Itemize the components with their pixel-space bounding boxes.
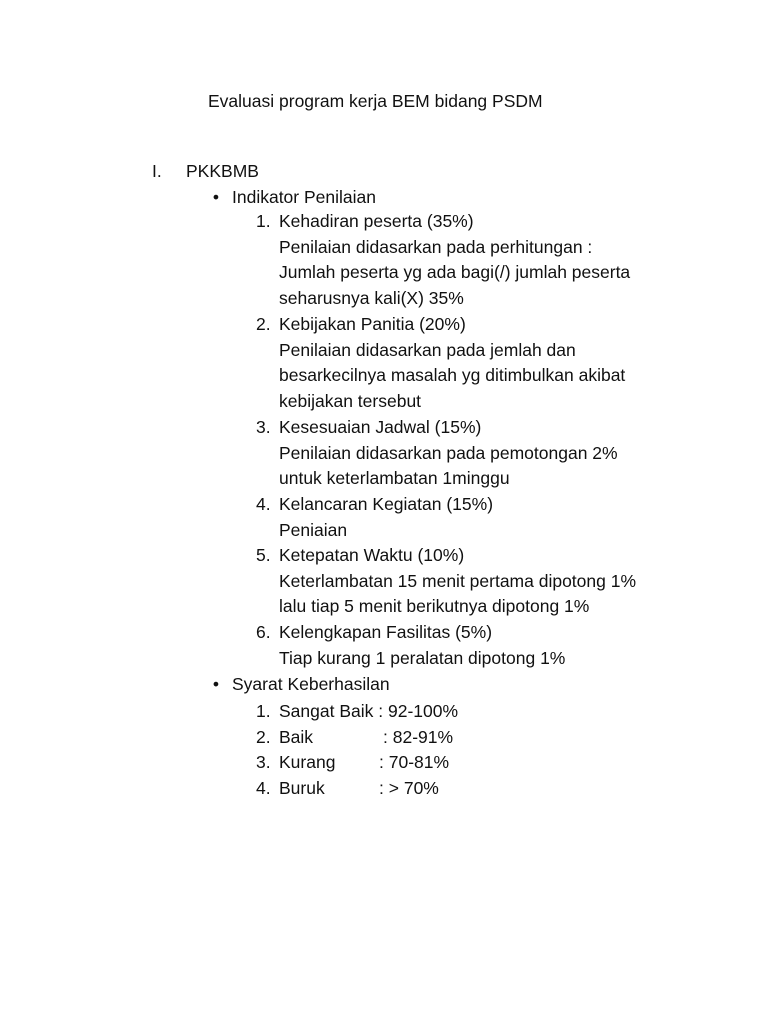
item-text: Penilaian didasarkan pada perhitungan :	[279, 236, 593, 257]
item-number: 4.	[256, 778, 271, 798]
item-number: 2.	[256, 727, 271, 747]
item-text: besarkecilnya masalah yg ditimbulkan akibat	[279, 365, 626, 386]
item-text: Jumlah peserta yg ada bagi(/) jumlah peserta	[279, 262, 631, 283]
item-heading: Kebijakan Panitia (20%)	[279, 314, 466, 334]
criteria-separator: :	[378, 701, 384, 721]
criteria-name: Baik	[279, 727, 314, 747]
item-heading: Kehadiran peserta (35%)	[279, 211, 474, 231]
item-number: 1.	[256, 701, 271, 721]
document-title: Evaluasi program kerja BEM bidang PSDM	[208, 91, 543, 111]
criteria-separator: :	[383, 727, 388, 747]
criteria-range: 70-81%	[388, 752, 450, 772]
item-text: Penilaian didasarkan pada jemlah dan	[279, 339, 576, 360]
item-text: untuk keterlambatan 1minggu	[279, 468, 510, 489]
criteria-range: 82-91%	[392, 727, 454, 747]
item-text: lalu tiap 5 menit berikutnya dipotong 1%	[279, 596, 590, 617]
item-number: 6.	[256, 622, 271, 642]
bullet-icon: •	[212, 187, 220, 207]
criteria-name: Kurang	[279, 752, 336, 772]
item-text: Keterlambatan 15 menit pertama dipotong 1%	[279, 570, 637, 591]
item-number: 1.	[256, 211, 271, 231]
item-heading: Kelancaran Kegiatan (15%)	[279, 494, 494, 514]
item-text: Penilaian didasarkan pada pemotongan 2%	[279, 442, 618, 463]
item-heading: Kesesuaian Jadwal (15%)	[279, 417, 482, 437]
item-text: Tiap kurang 1 peralatan dipotong 1%	[279, 647, 566, 668]
item-number: 3.	[256, 417, 271, 437]
item-number: 5.	[256, 545, 271, 565]
criteria-separator: :	[379, 778, 384, 798]
criteria-name: Sangat Baik	[279, 701, 374, 721]
bullet-label: Syarat Keberhasilan	[232, 674, 390, 694]
item-heading: Kelengkapan Fasilitas (5%)	[279, 622, 493, 642]
bullet-label: Indikator Penilaian	[232, 187, 376, 207]
section-title: PKKBMB	[186, 161, 259, 181]
criteria-name: Buruk	[279, 778, 325, 798]
item-heading: Ketepatan Waktu (10%)	[279, 545, 465, 565]
criteria-separator: :	[379, 752, 384, 772]
bullet-icon: •	[212, 674, 220, 694]
criteria-range: > 70%	[388, 778, 439, 798]
item-number: 4.	[256, 494, 271, 514]
item-text: seharusnya kali(X) 35%	[279, 287, 464, 308]
section-number: I.	[152, 161, 162, 181]
criteria-range: 92-100%	[388, 701, 459, 721]
item-number: 3.	[256, 752, 271, 772]
item-text: Peniaian	[279, 519, 348, 540]
item-number: 2.	[256, 314, 271, 334]
item-text: kebijakan tersebut	[279, 390, 422, 411]
